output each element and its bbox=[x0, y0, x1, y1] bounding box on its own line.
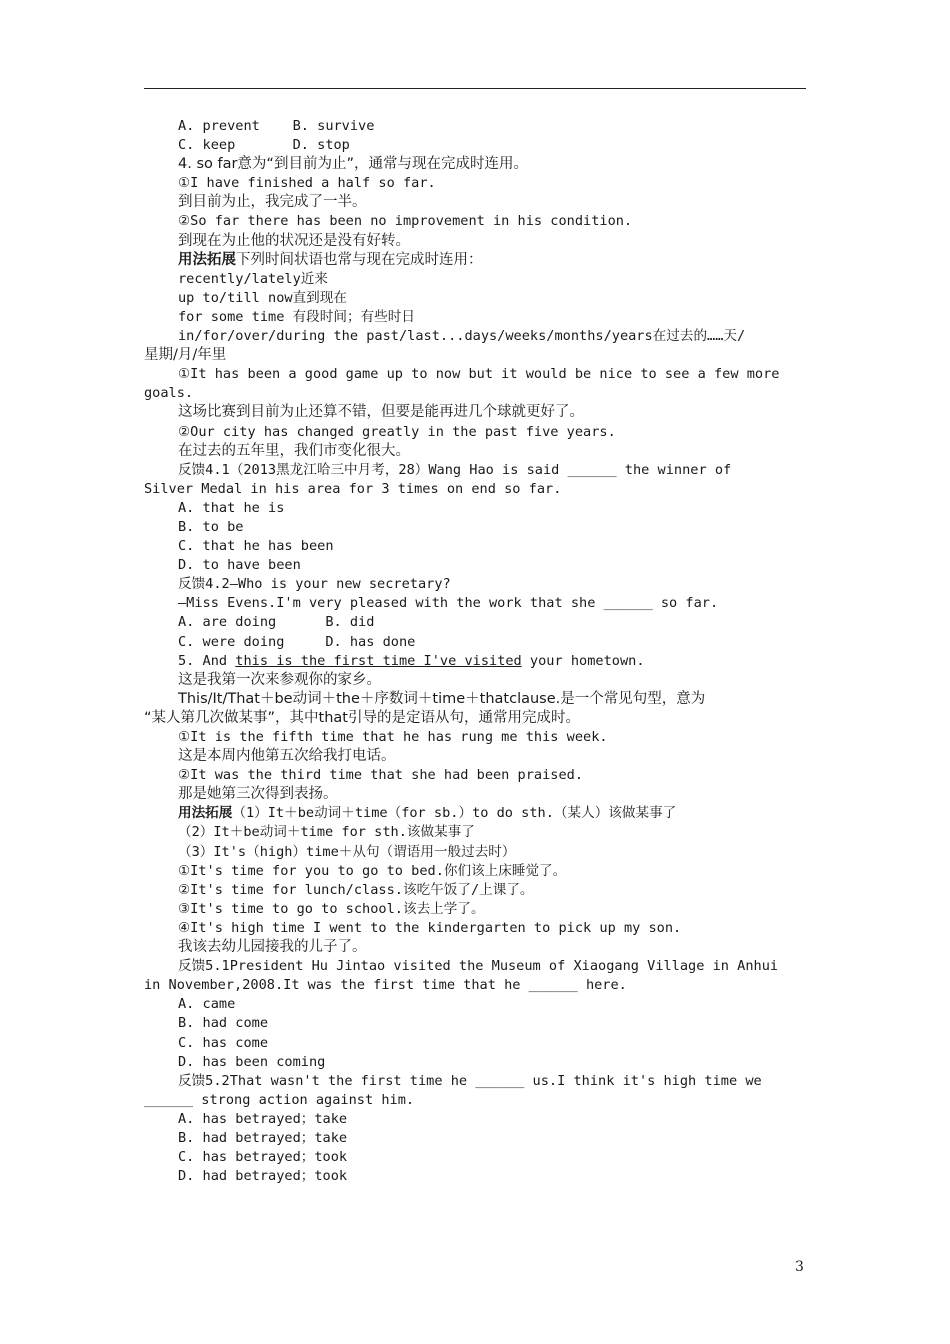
usage-rule: （2）It＋be动词＋time for sth.该做某事了 bbox=[178, 824, 475, 841]
translation-line: 到现在为止他的状况还是没有好转。 bbox=[178, 232, 410, 249]
example-sentence: ①It's time for you to go to bed.你们该上床睡觉了。 bbox=[178, 862, 567, 879]
option-line: D. has been coming bbox=[178, 1053, 326, 1070]
underlined-phrase: this is the first time I've visited bbox=[235, 652, 522, 669]
example-sentence: ①I have finished a half so far. bbox=[178, 175, 436, 192]
translation-line: 这是本周内他第五次给我打电话。 bbox=[178, 748, 396, 765]
header-rule bbox=[144, 88, 806, 89]
usage-extension-line bbox=[144, 804, 806, 823]
feedback-question-cont: ______ strong action against him. bbox=[144, 1091, 415, 1108]
section-heading bbox=[144, 652, 806, 671]
option-line: C. keep D. stop bbox=[178, 137, 350, 154]
translation-line: 我该去幼儿园接我的儿子了。 bbox=[178, 939, 367, 956]
example-sentence: ③It's time to go to school.该去上学了。 bbox=[178, 900, 485, 917]
feedback-question-cont: in November,2008.It was the first time that he ______ here. bbox=[144, 977, 627, 994]
usage-extension-label: 用法拓展 bbox=[178, 805, 233, 822]
phrase-line: recently/lately近来 bbox=[178, 270, 328, 287]
example-sentence: ④It's high time I went to the kindergarten to pick up my son. bbox=[178, 919, 682, 936]
translation-line: 这是我第一次来参观你的家乡。 bbox=[178, 671, 381, 688]
translation-line: 在过去的五年里，我们市变化很大。 bbox=[178, 442, 410, 459]
example-sentence: ②It was the third time that she had been praised. bbox=[178, 767, 584, 784]
option-line: A. are doing B. did bbox=[178, 614, 375, 631]
example-sentence: ①It is the fifth time that he has rung me this week. bbox=[178, 729, 608, 745]
explanation-line: This/It/That＋be动词＋the＋序数词＋time＋thatclause.是一个常见句型，意为 bbox=[178, 690, 706, 707]
usage-extension-text: 下列时间状语也常与现在完成时连用： bbox=[236, 251, 483, 268]
usage-rule: （3）It's（high）time＋从句（谓语用一般过去时） bbox=[178, 843, 516, 860]
usage-extension-line bbox=[144, 251, 806, 270]
translation-line: 这场比赛到目前为止还算不错，但要是能再进几个球就更好了。 bbox=[178, 404, 584, 421]
page-number: 3 bbox=[795, 1259, 804, 1275]
feedback-question: 反馈5.1President Hu Jintao visited the Museum of Xiaogang Village in Anhui bbox=[178, 958, 779, 975]
option-line: C. that he has been bbox=[178, 538, 334, 555]
translation-line: 到目前为止，我完成了一半。 bbox=[178, 194, 367, 211]
feedback-question: 反馈4.2—Who is your new secretary? bbox=[178, 576, 451, 593]
heading-suffix: your hometown. bbox=[521, 652, 645, 669]
section-heading: 4. so far意为“到目前为止”，通常与现在完成时连用。 bbox=[178, 156, 528, 173]
heading-prefix: 5. And bbox=[178, 652, 236, 669]
option-line: A. that he is bbox=[178, 499, 285, 516]
feedback-question-cont: —Miss Evens.I'm very pleased with the work that she ______ so far. bbox=[178, 595, 719, 612]
option-line: B. had betrayed；take bbox=[178, 1129, 348, 1146]
example-sentence: ①It has been a good game up to now but it would be nice to see a few more bbox=[178, 366, 780, 383]
page-content bbox=[144, 117, 806, 1186]
example-sentence: ②So far there has been no improvement in his condition. bbox=[178, 213, 633, 230]
example-sentence: ②It's time for lunch/class.该吃午饭了/上课了。 bbox=[178, 881, 534, 898]
option-line: A. came bbox=[178, 996, 236, 1013]
example-sentence: ②Our city has changed greatly in the past five years. bbox=[178, 423, 616, 440]
option-line: C. has come bbox=[178, 1034, 269, 1051]
option-line: A. has betrayed；take bbox=[178, 1110, 348, 1127]
feedback-question: 反馈4.1（2013黑龙江哈三中月考，28）Wang Hao is said ______ the winner of bbox=[178, 461, 732, 478]
phrase-line: up to/till now直到现在 bbox=[178, 289, 347, 306]
feedback-question: 反馈5.2That wasn't the first time he ______ us.I think it's high time we bbox=[178, 1072, 762, 1089]
usage-extension-text: （1）It＋be动词＋time（for sb.）to do sth.（某人）该做某事了 bbox=[232, 805, 677, 822]
feedback-question-cont: Silver Medal in his area for 3 times on end so far. bbox=[144, 480, 562, 497]
explanation-line-cont: “某人第几次做某事”，其中that引导的是定语从句，通常用完成时。 bbox=[144, 709, 580, 726]
option-line: A. prevent B. survive bbox=[178, 118, 375, 134]
usage-extension-label: 用法拓展 bbox=[178, 251, 236, 268]
option-line: D. had betrayed；took bbox=[178, 1168, 348, 1185]
translation-line: 那是她第三次得到表扬。 bbox=[178, 786, 338, 803]
option-line: C. were doing D. has done bbox=[178, 633, 416, 650]
option-line: B. had come bbox=[178, 1015, 269, 1032]
phrase-line: for some time 有段时间；有些时日 bbox=[178, 308, 415, 325]
option-line: D. to have been bbox=[178, 557, 301, 574]
option-line: C. has betrayed；took bbox=[178, 1149, 348, 1166]
example-sentence-cont: goals. bbox=[144, 385, 194, 402]
phrase-line-cont: 星期/月/年里 bbox=[144, 347, 227, 364]
option-line: B. to be bbox=[178, 518, 244, 535]
phrase-line: in/for/over/during the past/last...days/weeks/months/years在过去的……天/ bbox=[178, 328, 746, 345]
